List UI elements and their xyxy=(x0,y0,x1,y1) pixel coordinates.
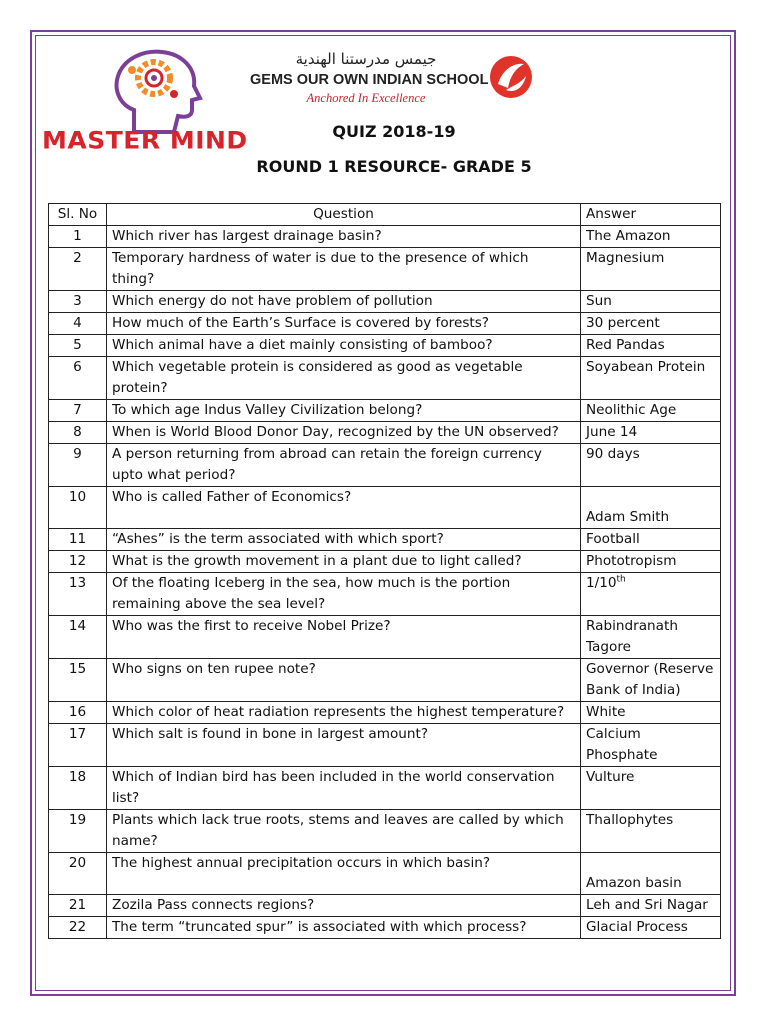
answer-cell xyxy=(581,573,721,616)
quiz-title: QUIZ 2018-19 xyxy=(332,122,456,141)
answer-cell: Leh and Sri Nagar xyxy=(581,895,721,917)
answer-cell: The Amazon xyxy=(581,226,721,248)
table-header-row xyxy=(49,204,721,226)
master-mind-title: MASTER MIND xyxy=(42,126,248,155)
table-row xyxy=(49,659,721,702)
table-row xyxy=(49,724,721,767)
answer-cell: Vulture xyxy=(581,767,721,810)
question-cell: Which river has largest drainage basin? xyxy=(107,226,581,248)
row-number: 2 xyxy=(49,248,107,291)
row-number: 6 xyxy=(49,357,107,400)
question-cell: To which age Indus Valley Civilization belong? xyxy=(107,400,581,422)
answer-cell: Red Pandas xyxy=(581,335,721,357)
table-row xyxy=(49,226,721,248)
table-row xyxy=(49,487,721,529)
answer-cell: 30 percent xyxy=(581,313,721,335)
header-answer: Answer xyxy=(581,204,721,226)
question-cell: Who is called Father of Economics? xyxy=(107,487,581,529)
row-number: 16 xyxy=(49,702,107,724)
row-number: 15 xyxy=(49,659,107,702)
answer-cell: Soyabean Protein xyxy=(581,357,721,400)
header-question: Question xyxy=(107,204,581,226)
question-cell: Which of Indian bird has been included in the world conservation list? xyxy=(107,767,581,810)
question-cell: Temporary hardness of water is due to the presence of which thing? xyxy=(107,248,581,291)
table-row xyxy=(49,767,721,810)
row-number: 17 xyxy=(49,724,107,767)
round-title: ROUND 1 RESOURCE- GRADE 5 xyxy=(256,157,532,176)
table-row xyxy=(49,853,721,895)
school-tagline: Anchored In Excellence xyxy=(306,91,426,105)
question-cell: Of the floating Iceberg in the sea, how much is the portion remaining above the sea level? xyxy=(107,573,581,616)
table-row xyxy=(49,422,721,444)
row-number: 5 xyxy=(49,335,107,357)
row-number: 4 xyxy=(49,313,107,335)
answer-text: 1/10 xyxy=(586,575,617,591)
question-cell: The highest annual precipitation occurs in which basin? xyxy=(107,853,581,895)
table-row xyxy=(49,335,721,357)
answer-cell: Football xyxy=(581,529,721,551)
row-number: 14 xyxy=(49,616,107,659)
row-number: 9 xyxy=(49,444,107,487)
answer-cell: Glacial Process xyxy=(581,917,721,939)
row-number: 21 xyxy=(49,895,107,917)
question-cell: Which energy do not have problem of pollution xyxy=(107,291,581,313)
table-row xyxy=(49,573,721,616)
question-cell: Which color of heat radiation represents the highest temperature? xyxy=(107,702,581,724)
answer-superscript: th xyxy=(616,574,626,585)
table-row xyxy=(49,291,721,313)
table-row xyxy=(49,313,721,335)
question-cell: Which vegetable protein is considered as good as vegetable protein? xyxy=(107,357,581,400)
answer-cell: Amazon basin xyxy=(581,853,721,895)
table-row xyxy=(49,529,721,551)
row-number: 7 xyxy=(49,400,107,422)
school-branding xyxy=(250,50,540,110)
row-number: 13 xyxy=(49,573,107,616)
answer-cell: Calcium Phosphate xyxy=(581,724,721,767)
row-number: 3 xyxy=(49,291,107,313)
gems-logo-icon xyxy=(488,54,534,100)
question-cell: Who was the first to receive Nobel Prize? xyxy=(107,616,581,659)
question-cell: “Ashes” is the term associated with which sport? xyxy=(107,529,581,551)
school-name: GEMS OUR OWN INDIAN SCHOOL xyxy=(250,72,489,88)
row-number: 10 xyxy=(49,487,107,529)
answer-cell: Rabindranath Tagore xyxy=(581,616,721,659)
header-sl-no: Sl. No xyxy=(49,204,107,226)
question-cell: Who signs on ten rupee note? xyxy=(107,659,581,702)
question-cell: A person returning from abroad can retain the foreign currency upto what period? xyxy=(107,444,581,487)
table-row xyxy=(49,357,721,400)
question-cell: The term “truncated spur” is associated with which process? xyxy=(107,917,581,939)
row-number: 20 xyxy=(49,853,107,895)
row-number: 19 xyxy=(49,810,107,853)
answer-cell: White xyxy=(581,702,721,724)
table-row xyxy=(49,702,721,724)
answer-cell: 90 days xyxy=(581,444,721,487)
question-cell: Which salt is found in bone in largest amount? xyxy=(107,724,581,767)
answer-cell: Phototropism xyxy=(581,551,721,573)
table-row xyxy=(49,551,721,573)
table-row xyxy=(49,616,721,659)
answer-cell: Adam Smith xyxy=(581,487,721,529)
table-row xyxy=(49,810,721,853)
table-row xyxy=(49,400,721,422)
answer-cell: Sun xyxy=(581,291,721,313)
table-row xyxy=(49,248,721,291)
answer-cell: Thallophytes xyxy=(581,810,721,853)
question-cell: What is the growth movement in a plant due to light called? xyxy=(107,551,581,573)
school-name-arabic: جيمس مدرستنا الهندية xyxy=(295,50,437,68)
row-number: 12 xyxy=(49,551,107,573)
row-number: 8 xyxy=(49,422,107,444)
row-number: 18 xyxy=(49,767,107,810)
question-cell: Which animal have a diet mainly consisting of bamboo? xyxy=(107,335,581,357)
question-cell: How much of the Earth’s Surface is covered by forests? xyxy=(107,313,581,335)
answer-cell: Magnesium xyxy=(581,248,721,291)
question-cell: Zozila Pass connects regions? xyxy=(107,895,581,917)
table-row xyxy=(49,895,721,917)
table-row xyxy=(49,917,721,939)
row-number: 22 xyxy=(49,917,107,939)
question-cell: When is World Blood Donor Day, recognized by the UN observed? xyxy=(107,422,581,444)
quiz-table xyxy=(48,203,721,939)
answer-cell: Governor (Reserve Bank of India) xyxy=(581,659,721,702)
row-number: 11 xyxy=(49,529,107,551)
question-cell: Plants which lack true roots, stems and leaves are called by which name? xyxy=(107,810,581,853)
row-number: 1 xyxy=(49,226,107,248)
answer-cell: Neolithic Age xyxy=(581,400,721,422)
table-row xyxy=(49,444,721,487)
answer-cell: June 14 xyxy=(581,422,721,444)
